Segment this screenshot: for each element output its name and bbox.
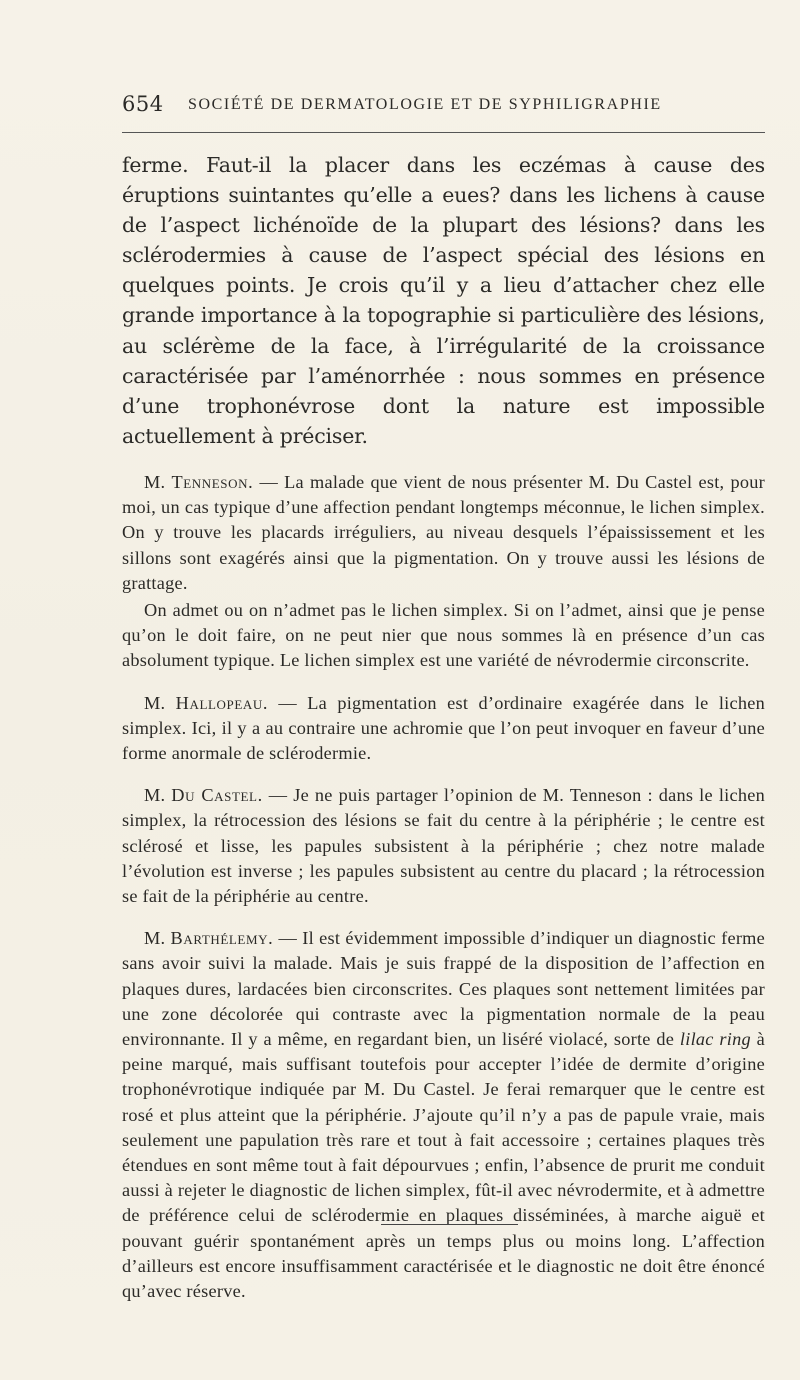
- paragraph-du-castel: [122, 783, 765, 909]
- paragraph-text: — Il est évidemment impossible d’indiquer un diagnostic ferme sans avoir suivi la malade. Mais je suis frappé de la disposition de l’affection en plaques dures, lardacées bien circonscrites. Ces plaques sont nettement limitées par une zone décolorée qui contraste avec la pigmentation normale de la peau environnante. Il y a même, en regardant bien, un liséré violacé, sorte de: [122, 928, 765, 1049]
- paragraph-text: — La pigmentation est d’ordinaire exagérée dans le lichen simplex. Ici, il y a au contraire une achromie que l’on peut invoquer en faveur d’une forme anormale de sclérodermie.: [122, 692, 765, 763]
- speaker-prefix: M.: [144, 928, 166, 949]
- speaker-prefix: M.: [144, 471, 166, 492]
- paragraph-tenneson: [122, 470, 765, 596]
- paragraph-hallopeau: [122, 691, 765, 767]
- running-head: SOCIÉTÉ DE DERMATOLOGIE ET DE SYPHILIGRAPHIE: [188, 96, 662, 113]
- speaker-name: Tenneson.: [171, 471, 254, 492]
- paragraph-text: à peine marqué, mais suffisant toutefois pour accepter l’idée de dermite d’origine trophonévrotique indiquée par M. Du Castel. Je ferai remarquer que le centre est rosé et plus atteint que la périphérie. J’ajoute qu’il n’y a pas de papule vraie, mais seulement une papulation très rare et tout à fait accessoire ; certaines plaques très étendues en sont même tout à fait dépourvues ; enfin, l’absence de prurit me conduit aussi à rejeter le diagnostic de lichen simplex, fût-il avec névrodermite, et à admettre de préférence celui de sclérodermie en plaques disséminées, à marche aiguë et pouvant guérir spontanément après un temps plus ou moins long. L’affection d’ailleurs est encore insuffisamment caractérisée et le diagnostic ne doit être énoncé qu’avec réserve.: [122, 1029, 765, 1302]
- page-header: [122, 92, 765, 133]
- paragraph-text: — La malade que vient de nous présenter M. Du Castel est, pour moi, un cas typique d’une affection pendant longtemps méconnue, le lichen simplex. On y trouve les placards irréguliers, au niveau desquels l’épaississement et les sillons sont exagérés ainsi que la pigmentation. On y trouve aussi les lésions de grattage.: [122, 471, 766, 593]
- page-number: 654: [122, 92, 164, 116]
- body-text: [122, 150, 765, 1304]
- paragraph-barthelemy: [122, 926, 765, 1304]
- speaker-prefix: M.: [144, 785, 166, 806]
- section-end-rule: [381, 1224, 518, 1225]
- paragraph-tenneson-continued: On admet ou on n’admet pas le lichen simplex. Si on l’admet, ainsi que je pense qu’on le doit faire, on ne peut nier que nous sommes là en présence d’un cas absolument typique. Le lichen simplex est une variété de névrodermie circonscrite.: [122, 599, 765, 671]
- speaker-name: Hallopeau.: [175, 692, 269, 713]
- speaker-prefix: M.: [144, 692, 166, 713]
- paragraph-text: — Je ne puis partager l’opinion de M. Tenneson : dans le lichen simplex, la rétrocession des lésions se fait du centre à la périphérie ; le centre est sclérosé et lisse, les papules subsistent à la périphérie ; chez notre malade l’évolution est inverse ; les papules subsistent au centre du placard ; la rétrocession se fait de la périphérie au centre.: [122, 785, 765, 906]
- paragraph-continuation: ferme. Faut-il la placer dans les eczémas à cause des éruptions suintantes qu’elle a eues? dans les lichens à cause de l’aspect lichénoïde de la plupart des lésions? dans les sclérodermies à cause de l’aspect spécial des lésions en quelques points. Je crois qu’il y a lieu d’attacher chez elle grande importance à la topographie si particulière des lésions, au sclérème de la face, à l’irrégularité de la croissance caractérisée par l’aménorrhée : nous sommes en présence d’une trophonévrose dont la nature est impossible actuellement à préciser.: [122, 153, 765, 448]
- speaker-name: Barthélemy.: [170, 928, 274, 949]
- speaker-name: Du Castel.: [171, 785, 263, 806]
- italic-term: lilac ring: [679, 1029, 751, 1049]
